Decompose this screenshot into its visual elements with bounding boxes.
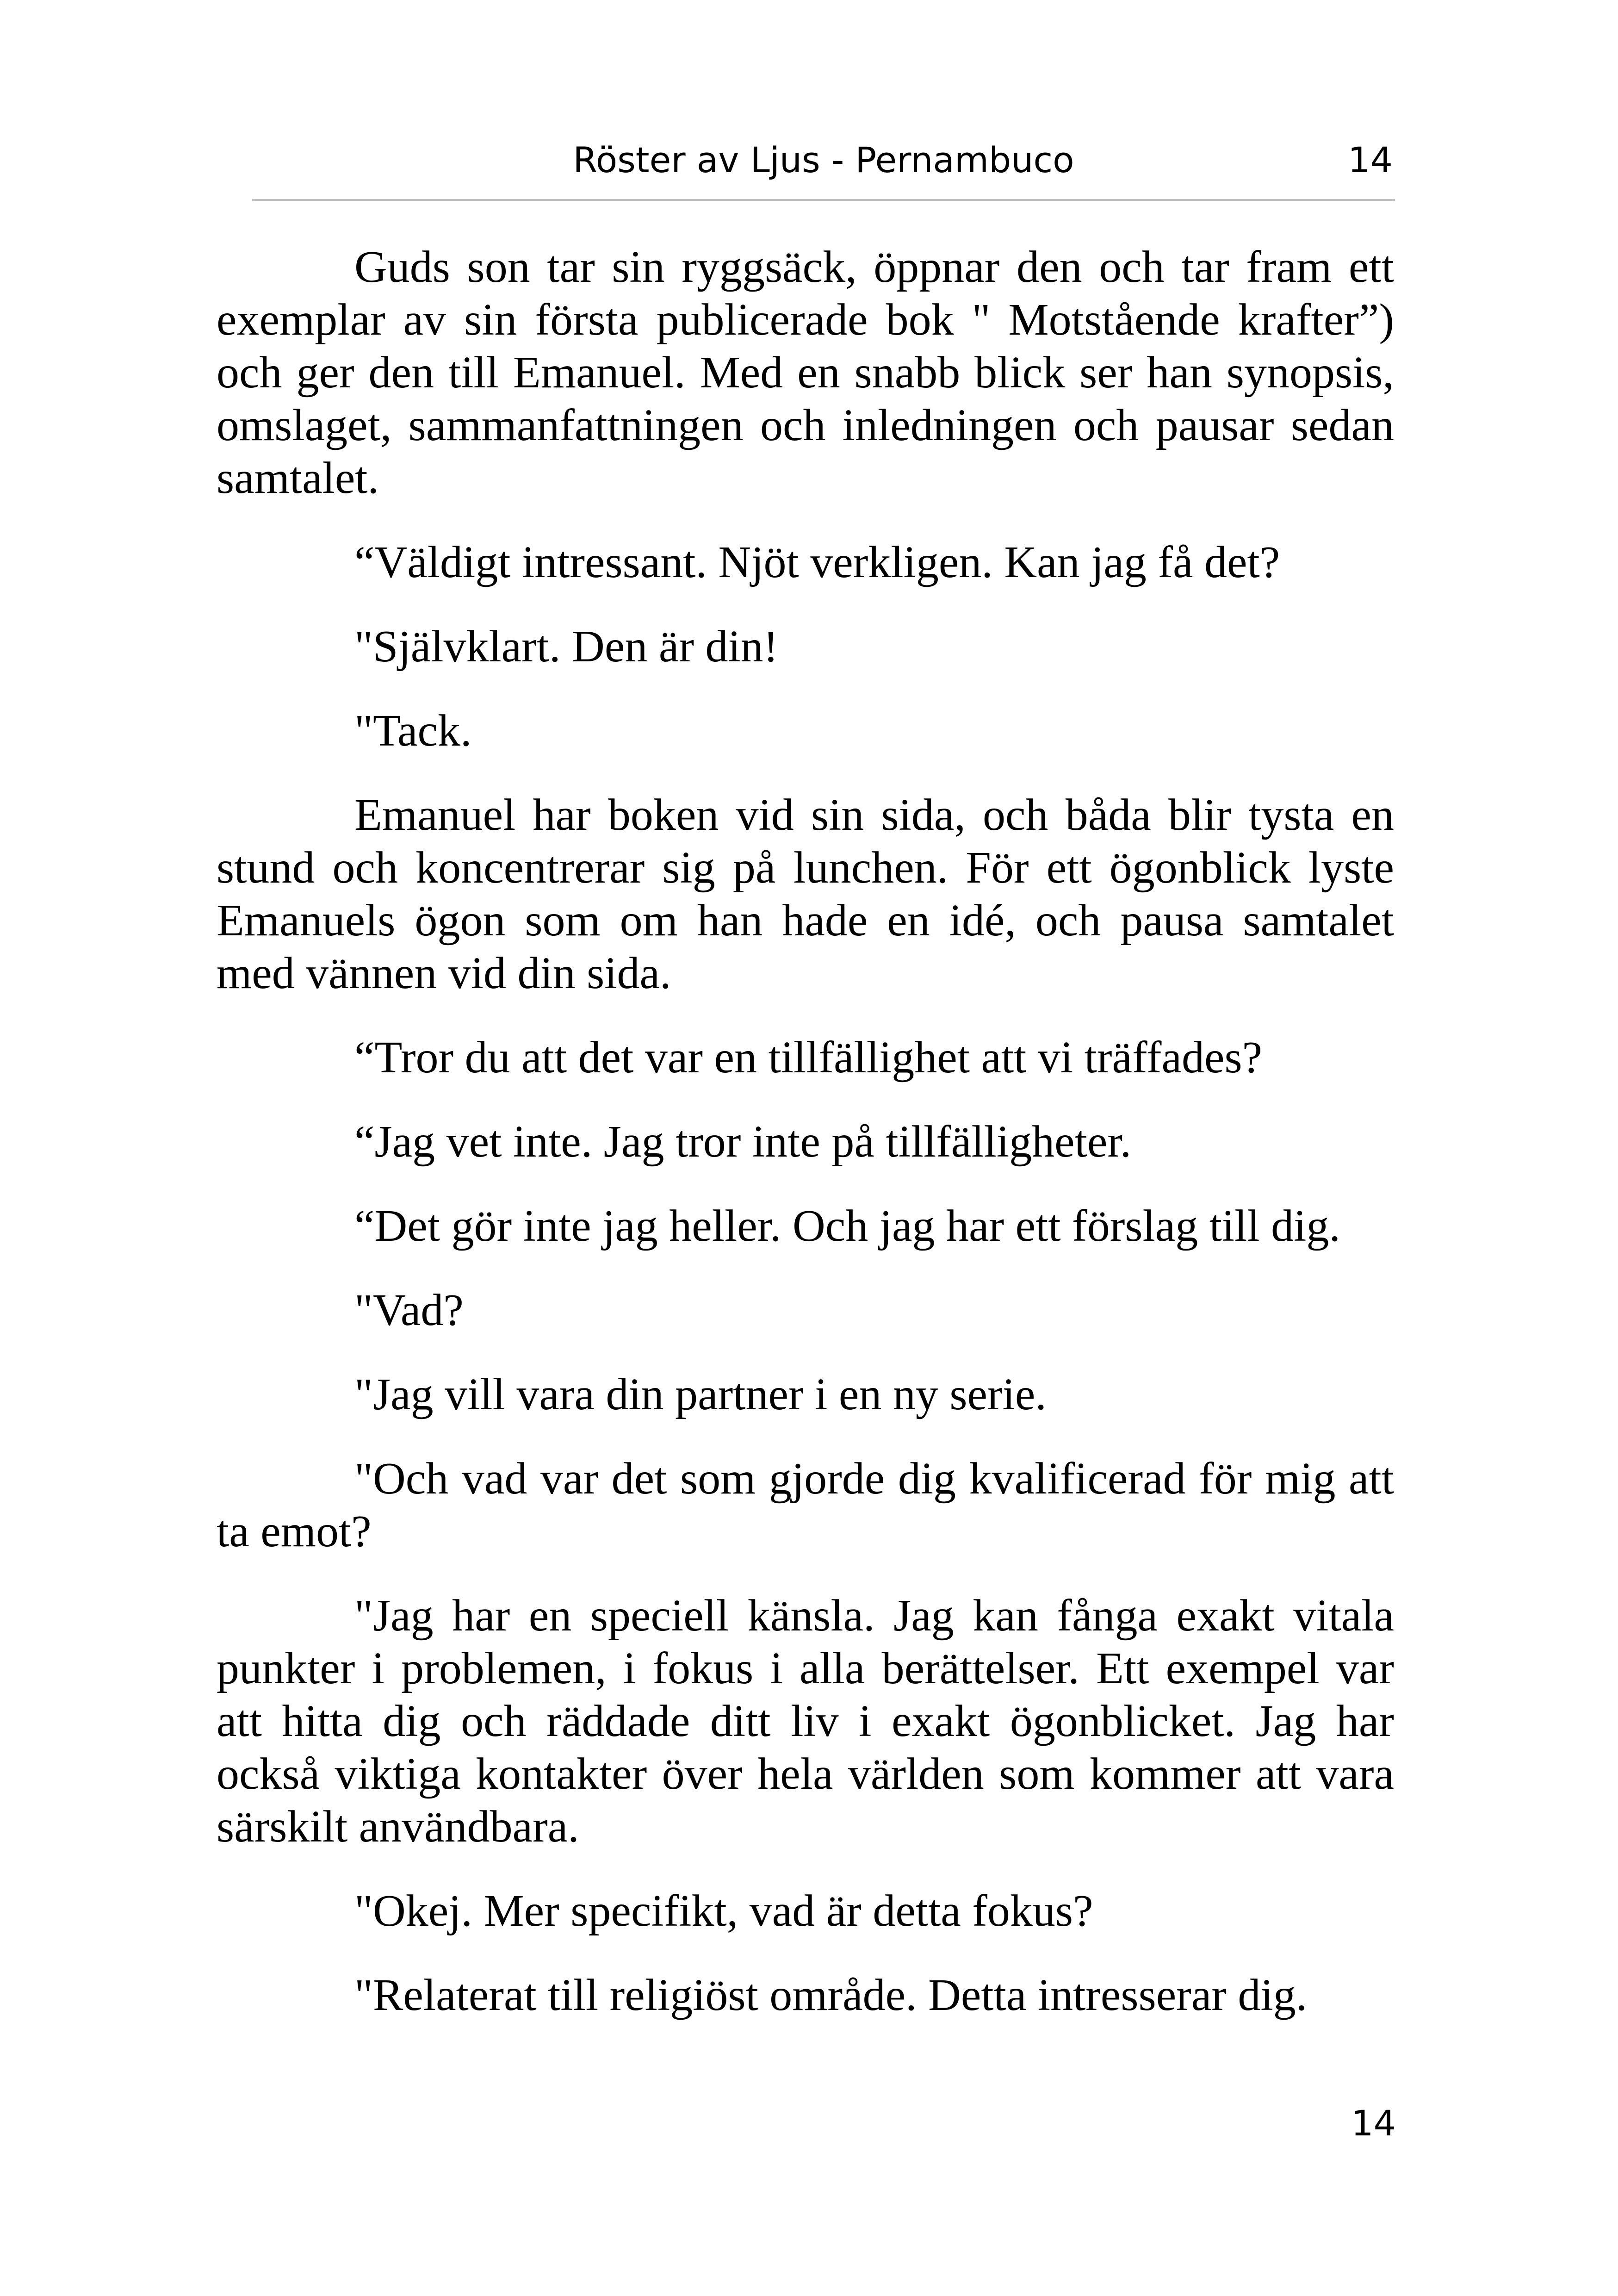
paragraph: "Och vad var det som gjorde dig kvalificerad för mig att ta emot? [217, 1454, 1394, 1556]
body-text [217, 241, 1394, 2053]
running-title: Röster av Ljus - Pernambuco [573, 139, 1074, 180]
paragraph: “Väldigt intressant. Njöt verkligen. Kan jag få det? [354, 537, 1280, 587]
paragraph: “Jag vet inte. Jag tror inte på tillfälligheter. [354, 1117, 1132, 1167]
page-header [252, 134, 1395, 201]
header-page-number: 14 [1348, 139, 1393, 180]
paragraph: "Relaterat till religiöst område. Detta intresserar dig. [354, 1970, 1308, 2020]
paragraph: Guds son tar sin ryggsäck, öppnar den och tar fram ett exemplar av sin första publicerade bok " Motstående krafter”) och ger den till Emanuel. Med en snabb blick ser han synopsis, omslaget, sammanfattningen och inledningen och pausar sedan samtalet. [217, 242, 1394, 503]
paragraph: "Tack. [354, 706, 472, 756]
paragraph: "Jag har en speciell känsla. Jag kan fånga exakt vitala punkter i problemen, i fokus i alla berättelser. Ett exempel var att hitta dig och räddade ditt liv i exakt ögonblicket. Jag har också viktiga kontakter över hela världen som kommer att vara särskilt användbara. [217, 1591, 1394, 1852]
paragraph: “Tror du att det var en tillfällighet att vi träffades? [354, 1033, 1263, 1083]
paragraph: "Självklart. Den är din! [354, 622, 779, 672]
paragraph: “Det gör inte jag heller. Och jag har ett förslag till dig. [354, 1201, 1340, 1251]
paragraph: Emanuel har boken vid sin sida, och båda blir tysta en stund och koncentrerar sig på lunchen. För ett ögonblick lyste Emanuels ögon som om han hade en idé, och pausa samtalet med vännen vid din sida. [217, 790, 1394, 998]
paragraph: "Okej. Mer specifikt, vad är detta fokus? [354, 1886, 1093, 1936]
paragraph: "Jag vill vara din partner i en ny serie. [354, 1369, 1047, 1419]
paragraph: "Vad? [354, 1285, 464, 1335]
footer-page-number: 14 [1351, 2103, 1396, 2144]
